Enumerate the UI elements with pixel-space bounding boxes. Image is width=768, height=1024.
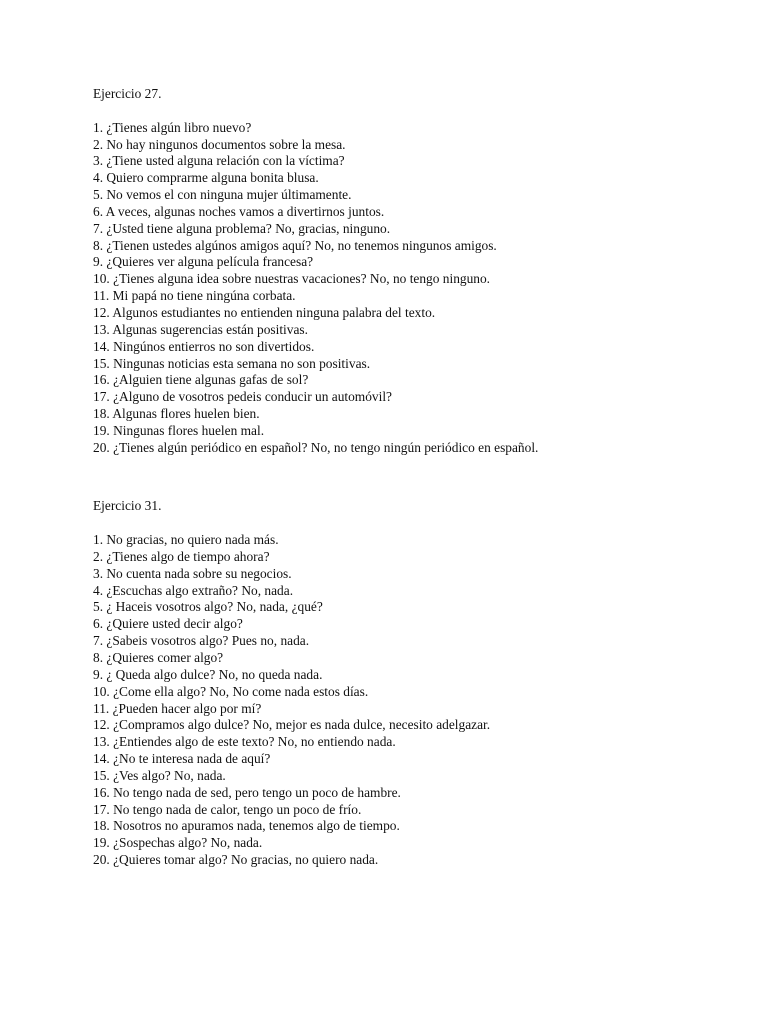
exercise-31-item: 6. ¿Quiere usted decir algo?: [93, 616, 243, 632]
exercise-31-item: 19. ¿Sospechas algo? No, nada.: [93, 835, 263, 851]
exercise-31-item: 4. ¿Escuchas algo extraño? No, nada.: [93, 582, 294, 598]
exercise-27-item: 9. ¿Quieres ver alguna película francesa?: [93, 254, 314, 270]
document-page: [93, 86, 733, 869]
exercise-31-item: 18. Nosotros no apuramos nada, tenemos algo de tiempo.: [93, 818, 400, 834]
exercise-27-item: 17. ¿Alguno de vosotros pedeis conducir un automóvil?: [93, 389, 393, 405]
exercise-27-item: 1. ¿Tienes algún libro nuevo?: [93, 119, 252, 135]
exercise-31-section: [93, 498, 733, 869]
exercise-27-title: Ejercicio 27.: [93, 86, 162, 101]
exercise-31-item: 7. ¿Sabeis vosotros algo? Pues no, nada.: [93, 633, 310, 649]
exercise-31-item: 20. ¿Quieres tomar algo? No gracias, no quiero nada.: [93, 852, 379, 868]
exercise-31-item: 16. No tengo nada de sed, pero tengo un poco de hambre.: [93, 784, 401, 800]
exercise-31-item: 11. ¿Pueden hacer algo por mí?: [93, 700, 262, 716]
exercise-31-title: Ejercicio 31.: [93, 498, 162, 514]
exercise-31-item: 13. ¿Entiendes algo de este texto? No, no entiendo nada.: [93, 734, 396, 750]
spacer: [93, 103, 733, 120]
exercise-31-item: 3. No cuenta nada sobre su negocios.: [93, 565, 292, 581]
exercise-31-item: 17. No tengo nada de calor, tengo un poco de frío.: [93, 801, 362, 817]
exercise-31-item: 8. ¿Quieres comer algo?: [93, 650, 224, 665]
exercise-31-item: 9. ¿ Queda algo dulce? No, no queda nada.: [93, 666, 323, 682]
exercise-31-item: 15. ¿Ves algo? No, nada.: [93, 767, 226, 783]
exercise-27-item: 12. Algunos estudiantes no entienden ninguna palabra del texto.: [93, 304, 436, 320]
spacer: [93, 515, 733, 532]
exercise-27-item: 19. Ningunas flores huelen mal.: [93, 422, 265, 438]
exercise-31-item: 14. ¿No te interesa nada de aquí?: [93, 751, 271, 767]
exercise-31-item: 5. ¿ Haceis vosotros algo? No, nada, ¿qué?: [93, 599, 323, 615]
exercise-27-list: [93, 120, 733, 457]
exercise-27-item: 5. No vemos el con ninguna mujer últimamente.: [93, 187, 352, 203]
exercise-27-item: 8. ¿Tienen ustedes algúnos amigos aquí? No, no tenemos ningunos amigos.: [93, 237, 497, 253]
exercise-27-item: 4. Quiero comprarme alguna bonita blusa.: [93, 170, 319, 186]
exercise-27-item: 11. Mi papá no tiene ningúna corbata.: [93, 288, 296, 304]
exercise-27-item: 16. ¿Alguien tiene algunas gafas de sol?: [93, 372, 309, 388]
exercise-27-item: 20. ¿Tienes algún periódico en español? No, no tengo ningún periódico en español.: [93, 439, 539, 455]
exercise-27-item: 10. ¿Tienes alguna idea sobre nuestras vacaciones? No, no tengo ninguno.: [93, 271, 491, 287]
exercise-27-item: 6. A veces, algunas noches vamos a divertirnos juntos.: [93, 203, 385, 219]
exercise-27-item: 13. Algunas sugerencias están positivas.: [93, 321, 308, 337]
exercise-31-list: [93, 532, 733, 869]
exercise-31-item: 1. No gracias, no quiero nada más.: [93, 532, 279, 548]
exercise-31-item: 10. ¿Come ella algo? No, No come nada estos días.: [93, 683, 369, 699]
exercise-27-section: [93, 86, 733, 457]
exercise-27-item: 2. No hay ningunos documentos sobre la mesa.: [93, 136, 346, 152]
spacer: [93, 473, 733, 498]
exercise-27-item: 18. Algunas flores huelen bien.: [93, 406, 260, 422]
exercise-31-item: 12. ¿Compramos algo dulce? No, mejor es nada dulce, necesito adelgazar.: [93, 717, 491, 733]
exercise-27-item: 7. ¿Usted tiene alguna problema? No, gracias, ninguno.: [93, 220, 391, 236]
exercise-27-item: 14. Ningúnos entierros no son divertidos.: [93, 338, 315, 354]
exercise-31-item: 2. ¿Tienes algo de tiempo ahora?: [93, 548, 270, 564]
exercise-27-item: 15. Ningunas noticias esta semana no son positivas.: [93, 355, 371, 371]
spacer: [93, 457, 733, 474]
exercise-27-item: 3. ¿Tiene usted alguna relación con la víctima?: [93, 153, 345, 169]
